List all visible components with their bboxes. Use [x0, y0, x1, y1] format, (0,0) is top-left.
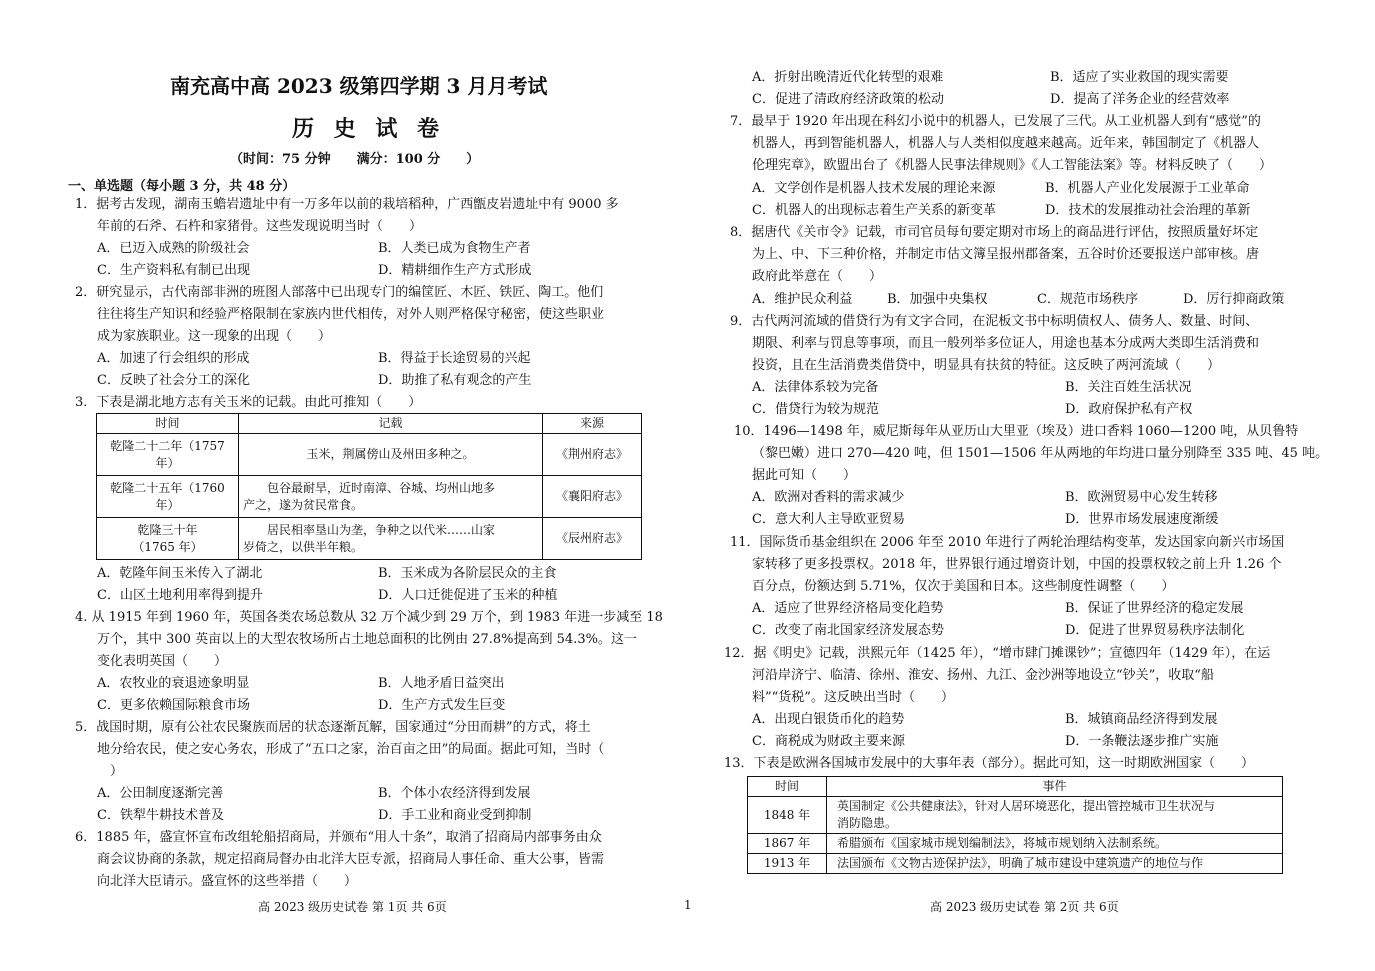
answer-option: D．助推了私有观念的产生 — [378, 373, 532, 388]
question-text-line: 11．国际货币基金组织在 2006 年至 2010 年进行了两轮治理结构变革，发达国家向新兴市场国 — [730, 535, 1285, 550]
section-heading: 一、单选题（每小题 3 分，共 48 分） — [68, 179, 296, 194]
answer-option: C．机器人的出现标志着生产关系的新变革 — [752, 203, 996, 218]
question-text-line: 投资，且在生活消费类借贷中，明显具有扶贫的特征。这反映了两河流域（ ） — [752, 358, 1221, 373]
table-row — [97, 518, 642, 560]
table-header: 事件 — [827, 777, 1283, 797]
answer-option: B．适应了实业救国的现实需要 — [1050, 70, 1229, 85]
question-text-line: （黎巴嫩）进口 270—420 吨，但 1501—1506 年从两地的年均进口量分别降至 335 吨、45 吨。 — [752, 446, 1329, 461]
answer-option: A．乾隆年间玉米传入了湖北 — [97, 566, 263, 581]
answer-option: B．保证了世界经济的稳定发展 — [1065, 601, 1244, 616]
center-page-number: 1 — [684, 898, 692, 912]
answer-option: C．规范市场秩序 — [1037, 292, 1138, 307]
table-cell: 《襄阳府志》 — [543, 476, 642, 518]
question-text-line: 家转移了更多投票权。2018 年，世界银行通过增资计划，中国的投票权较之前上升 1.26 个 — [752, 557, 1282, 572]
answer-option: C．更多依赖国际粮食市场 — [97, 698, 250, 713]
question-text-line: 机器人，再到智能机器人，机器人与人类相似度越来越高。近年来，韩国制定了《机器人 — [752, 136, 1260, 151]
answer-option: A．法律体系较为完备 — [752, 380, 879, 395]
footer-page-2: 高 2023 级历史试卷 第 2页 共 6页 — [930, 900, 1119, 914]
question-text-line: 据此可知（ ） — [752, 468, 857, 483]
answer-option: C．生产资料私有制已出现 — [97, 263, 250, 278]
question-text-line: 为上、中、下三种价格，并制定市估文簿呈报州郡备案，五谷时价还要报送户部审核。唐 — [752, 247, 1260, 262]
answer-option: B．个体小农经济得到发展 — [378, 786, 531, 801]
table-row — [748, 797, 1283, 834]
answer-option: C．改变了南北国家经济发展态势 — [752, 623, 944, 638]
table-cell: 年） — [155, 497, 180, 512]
table-cell: 法国颁布《文物古迹保护法》，明确了城市建设中建筑遗产的地位与作 — [827, 854, 1283, 874]
answer-option: B．玉米成为各阶层民众的主食 — [378, 566, 557, 581]
answer-option: C．借贷行为较为规范 — [752, 402, 879, 417]
question-text-line: 8．据唐代《关市令》记载，市司官员每旬要定期对市场上的商品进行评估，按照质量好坏定 — [730, 225, 1259, 240]
table-cell: 玉米，荆属傍山及州田多种之。 — [239, 434, 543, 476]
table-cell: 产之，遂为贫民常食。 — [243, 497, 364, 512]
answer-option: A．加速了行会组织的形成 — [97, 351, 250, 366]
question-13-table — [747, 776, 1283, 874]
table-cell: 乾隆二十五年（1760 — [110, 480, 225, 495]
table-cell: （1765 年） — [132, 539, 203, 554]
table-cell: 英国制定《公共健康法》，针对人居环境恶化，提出管控城市卫生状况与 — [837, 799, 1216, 813]
answer-option: B．机器人产业化发展源于工业革命 — [1045, 181, 1250, 196]
question-text-line: 1．据考古发现，湖南玉蟾岩遗址中有一万多年以前的栽培稻种，广西甑皮岩遗址中有 9000 多 — [75, 197, 619, 212]
table-cell: 1867 年 — [748, 834, 827, 854]
answer-option: B．人地矛盾日益突出 — [378, 676, 505, 691]
answer-option: B．加强中央集权 — [887, 292, 988, 307]
question-text-line: ） — [110, 764, 124, 779]
question-text-line: 往往将生产知识和经验严格限制在家族内世代相传，对外人则严格保守秘密，使这些职业 — [97, 307, 605, 322]
answer-option: A．农牧业的衰退迹象明显 — [97, 676, 250, 691]
footer-page-1: 高 2023 级历史试卷 第 1页 共 6页 — [258, 900, 447, 914]
answer-option: D．提高了洋务企业的经营效率 — [1050, 92, 1230, 107]
question-text-line: 6．1885 年，盛宣怀宣布改组轮船招商局，并颁布“用人十条”，取消了招商局内部事务由众 — [75, 830, 602, 845]
question-text-line: 万个，其中 300 英亩以上的大型农牧场所占土地总面积的比例由 27.8%提高到 54.3%。这一 — [97, 632, 637, 647]
answer-option: D．技术的发展推动社会治理的革新 — [1045, 203, 1251, 218]
table-cell: 年） — [155, 455, 180, 470]
answer-option: D．精耕细作生产方式形成 — [378, 263, 532, 278]
table-cell: 《辰州府志》 — [543, 518, 642, 560]
table-cell: 乾隆三十年 — [137, 522, 198, 537]
question-text-line: 2．研究显示，古代南部非洲的班图人部落中已出现专门的编筐匠、木匠、铁匠、陶工。他们 — [75, 285, 604, 300]
answer-option: D．人口迁徙促进了玉米的种植 — [378, 588, 558, 603]
question-text-line: 商会议协商的条款，规定招商局督办由北洋大臣专派，招商局人事任命、重大公事，皆需 — [97, 852, 605, 867]
question-text-line: 政府此举意在（ ） — [752, 269, 883, 284]
answer-option: B．欧洲贸易中心发生转移 — [1065, 490, 1218, 505]
answer-option: A．文学创作是机器人技术发展的理论来源 — [752, 181, 996, 196]
table-cell: 《荆州府志》 — [543, 434, 642, 476]
question-text-line: 9．古代两河流域的借贷行为有文字合同，在泥板文书中标明债权人、债务人、数量、时间、 — [730, 314, 1259, 329]
answer-option: B．城镇商品经济得到发展 — [1065, 712, 1218, 727]
question-text-line: 3．下表是湖北地方志有关玉米的记载。由此可推知（ ） — [75, 395, 422, 410]
exam-meta: （时间：75 分钟 满分：100 分 ） — [230, 152, 480, 167]
answer-option: C．意大利人主导欧亚贸易 — [752, 512, 905, 527]
question-text-line: 年前的石斧、石杵和家猪骨。这些发现说明当时（ ） — [97, 219, 423, 234]
table-row — [97, 434, 642, 476]
question-text-line: 4. 从 1915 年到 1960 年，英国各类农场总数从 32 万个减少到 29 万个，到 1983 年进一步减至 18 — [75, 610, 663, 625]
answer-option: C．山区土地利用率得到提升 — [97, 588, 263, 603]
answer-option: C．反映了社会分工的深化 — [97, 373, 250, 388]
answer-option: B．关注百姓生活状况 — [1065, 380, 1192, 395]
answer-option: C．商税成为财政主要来源 — [752, 734, 905, 749]
answer-option: D．厉行抑商政策 — [1183, 292, 1285, 307]
answer-option: D．促进了世界贸易秩序法制化 — [1065, 623, 1245, 638]
answer-option: D．生产方式发生巨变 — [378, 698, 506, 713]
question-text-line: 7．最早于 1920 年出现在科幻小说中的机器人，已发展了三代。从工业机器人到有“感觉”的 — [730, 114, 1261, 129]
answer-option: C．铁犁牛耕技术普及 — [97, 808, 224, 823]
answer-option: A．已迈入成熟的阶级社会 — [97, 241, 250, 256]
answer-option: A．维护民众利益 — [752, 292, 853, 307]
answer-option: D．政府保护私有产权 — [1065, 402, 1193, 417]
question-text-line: 百分点，份额达到 5.71%，仅次于美国和日本。这些制度性调整（ ） — [752, 579, 1175, 594]
table-row — [748, 854, 1283, 874]
answer-option: A．出现白银货币化的趋势 — [752, 712, 905, 727]
table-cell: 乾隆二十二年（1757 — [110, 438, 225, 453]
question-text-line: 10．1496—1498 年，威尼斯每年从亚历山大里亚（埃及）进口香料 1060—1200 吨，从贝鲁特 — [734, 424, 1299, 439]
question-3-table — [96, 413, 642, 560]
table-header: 时间 — [748, 777, 827, 797]
table-cell: 居民相率垦山为垄，争种之以代米……山家 — [267, 522, 496, 537]
answer-option: A．适应了世界经济格局变化趋势 — [752, 601, 944, 616]
table-cell: 希腊颁布《国家城市规划编制法》，将城市规划纳入法制系统。 — [827, 834, 1283, 854]
answer-option: B．得益于长途贸易的兴起 — [378, 351, 531, 366]
question-text-line: 期限、利率与罚息等事项，而且一般列举多位证人，用途也基本分成两大类即生活消费和 — [752, 336, 1260, 351]
question-text-line: 伦理宪章》，欧盟出台了《机器人民事法律规则》《人工智能法案》等。材料反映了（ ） — [752, 158, 1273, 173]
question-text-line: 向北洋大臣请示。盛宣怀的这些举措（ ） — [97, 874, 358, 889]
question-text-line: 地分给农民，使之安心务农，形成了“五口之家，治百亩之田”的局面。据此可知，当时（ — [97, 742, 605, 757]
table-cell: 消防隐患。 — [837, 816, 898, 830]
question-text-line: 12．据《明史》记载，洪熙元年（1425 年），“增市肆门摊课钞”；宣德四年（1429 年），在运 — [724, 646, 1271, 661]
answer-option: A．欧洲对香料的需求减少 — [752, 490, 905, 505]
answer-option: C．促进了清政府经济政策的松动 — [752, 92, 944, 107]
answer-option: D．世界市场发展速度渐缓 — [1065, 512, 1219, 527]
question-text-line: 5．战国时期，原有公社农民聚族而居的状态逐渐瓦解，国家通过“分田而耕”的方式，将土 — [75, 720, 591, 735]
table-header: 记载 — [239, 414, 543, 434]
question-text-line: 成为家族职业。这一现象的出现（ ） — [97, 329, 332, 344]
question-text-line: 河沿岸济宁、临清、徐州、淮安、扬州、九江、金沙洲等地设立“钞关”，收取“船 — [752, 668, 1214, 683]
answer-option: A．折射出晚清近代化转型的艰难 — [752, 70, 944, 85]
question-text-line: 料”“货税”。这反映出当时（ ） — [752, 690, 954, 705]
table-cell: 1848 年 — [748, 797, 827, 834]
answer-option: D．手工业和商业受到抑制 — [378, 808, 532, 823]
table-cell: 包谷最耐旱，近时南漳、谷城、均州山地多 — [267, 480, 496, 495]
table-row — [97, 476, 642, 518]
table-row — [748, 834, 1283, 854]
paper-subtitle: 历 史 试 卷 — [292, 116, 445, 142]
exam-title: 南充高中高 2023 级第四学期 3 月月考试 — [170, 74, 548, 98]
answer-option: B．人类已成为食物生产者 — [378, 241, 531, 256]
table-header: 时间 — [97, 414, 239, 434]
question-text-line: 变化表明英国（ ） — [97, 654, 228, 669]
question-text-line: 13．下表是欧洲各国城市发展中的大事年表（部分）。据此可知，这一时期欧洲国家（ ） — [724, 756, 1255, 771]
table-cell: 1913 年 — [748, 854, 827, 874]
answer-option: A．公田制度逐渐完善 — [97, 786, 224, 801]
table-cell: 岁倚之，以供半年粮。 — [243, 539, 364, 554]
table-header: 来源 — [543, 414, 642, 434]
answer-option: D．一条鞭法逐步推广实施 — [1065, 734, 1219, 749]
